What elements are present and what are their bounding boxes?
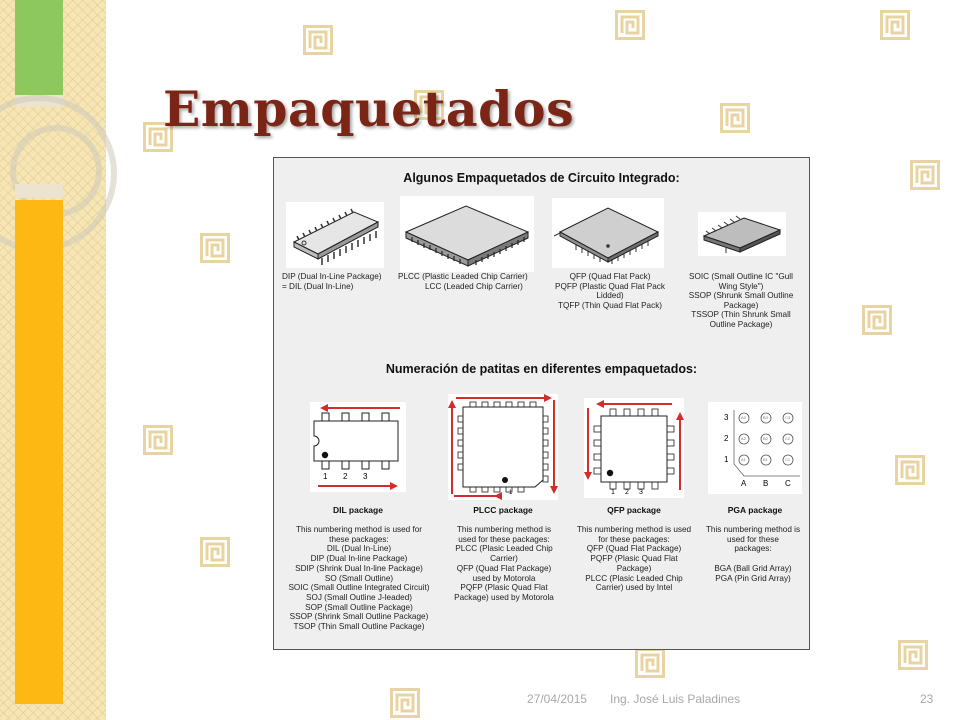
description-line: SDIP (Shrink Dual In-line Package) bbox=[295, 563, 423, 573]
grid-cell-label: B2 bbox=[763, 436, 768, 441]
greek-key-icon bbox=[615, 10, 645, 40]
packages-heading: Algunos Empaquetados de Circuito Integrado: bbox=[403, 171, 680, 185]
description-line: Package) bbox=[616, 563, 652, 573]
decorative-sidebar bbox=[0, 0, 106, 720]
qfp-numbering-diagram bbox=[584, 398, 684, 498]
caption-line: Outline Package) bbox=[709, 319, 773, 329]
plcc-package-title: PLCC package bbox=[473, 505, 533, 515]
dil-numbering-diagram bbox=[310, 402, 406, 492]
dil-description bbox=[278, 525, 440, 632]
greek-key-icon bbox=[898, 640, 928, 670]
description-line: SOJ (Small Outline J-leaded) bbox=[305, 592, 413, 602]
pin-label: 1 bbox=[611, 489, 615, 496]
description-line: DIL (Dual In-Line) bbox=[326, 544, 392, 554]
description-line: This numbering method is used bbox=[576, 525, 692, 534]
description-line: PLCC (Plasic Leaded Chip bbox=[585, 573, 683, 583]
caption-line: QFP (Quad Flat Pack) bbox=[569, 272, 651, 281]
description-line: packages: bbox=[734, 544, 772, 554]
pin-label: 1 bbox=[509, 490, 513, 496]
col-label: B bbox=[763, 479, 769, 488]
description-line: SOIC (Small Outline Integrated Circuit) bbox=[288, 583, 430, 593]
plcc-numbering-diagram bbox=[448, 394, 558, 500]
description-line: used for these packages: bbox=[458, 534, 550, 544]
qfp-package-title: QFP package bbox=[607, 505, 661, 515]
qfp-description bbox=[570, 525, 698, 593]
description-line: This numbering method is bbox=[705, 525, 801, 534]
greek-key-icon bbox=[390, 688, 420, 718]
greek-key-icon bbox=[303, 25, 333, 55]
grid-cell-label: C2 bbox=[785, 436, 791, 441]
description-line: SOP (Small Outline Package) bbox=[305, 602, 413, 612]
soic-package-image bbox=[698, 212, 786, 256]
description-line: used for these bbox=[727, 534, 779, 544]
description-line: these packages: bbox=[329, 534, 389, 544]
numbering-heading: Numeración de patitas en diferentes empaquetados: bbox=[385, 362, 698, 376]
dip-caption bbox=[282, 272, 382, 291]
greek-key-icon bbox=[200, 233, 230, 263]
orange-accent-bar bbox=[15, 200, 63, 704]
description-line bbox=[700, 554, 806, 564]
row-label: 1 bbox=[724, 455, 729, 464]
green-accent-bar bbox=[15, 0, 63, 95]
greek-key-icon bbox=[895, 455, 925, 485]
grid-cell-label: C3 bbox=[785, 415, 791, 420]
soic-caption bbox=[682, 272, 800, 330]
grid-cell-label: B3 bbox=[763, 415, 768, 420]
caption-line: PQFP (Plastic Quad Flat Pack bbox=[555, 281, 665, 291]
greek-key-icon bbox=[635, 648, 665, 678]
pin-label: 3 bbox=[363, 472, 368, 481]
description-line: DIP (Dual In-line Package) bbox=[310, 554, 408, 564]
plcc-caption bbox=[398, 272, 528, 291]
qfp-package-image bbox=[552, 198, 664, 268]
description-line: SSOP (Shrink Small Outline Package) bbox=[289, 612, 429, 622]
dil-package-title: DIL package bbox=[333, 505, 383, 515]
footer-date: 27/04/2015 bbox=[527, 692, 588, 706]
description-line: PGA (Pin Grid Array) bbox=[715, 573, 791, 583]
greek-key-icon bbox=[200, 537, 230, 567]
description-line: QFP (Quad Flat Package) bbox=[586, 544, 682, 554]
description-line: SO (Small Outline) bbox=[324, 573, 394, 583]
description-line: PQFP (Plasic Quad Flat bbox=[460, 583, 548, 593]
grid-cell-label: A3 bbox=[741, 415, 746, 420]
pin-label: 1 bbox=[323, 472, 328, 481]
pga-package-title: PGA package bbox=[727, 505, 783, 515]
pin-label: 3 bbox=[639, 489, 643, 496]
description-line: BGA (Ball Grid Array) bbox=[714, 563, 792, 573]
pin-label: 2 bbox=[343, 472, 348, 481]
pga-description bbox=[700, 525, 806, 583]
greek-key-icon bbox=[720, 103, 750, 133]
grid-cell-label: A1 bbox=[741, 457, 746, 462]
caption-line: Package) bbox=[723, 300, 759, 310]
caption-line: SSOP (Shrunk Small Outline bbox=[688, 291, 794, 301]
description-line: QFP (Quad Flat Package) bbox=[456, 563, 552, 573]
description-line: Package) used by Motorola bbox=[454, 592, 554, 602]
description-line: Carrier) used by Intel bbox=[595, 583, 673, 593]
description-line: TSOP (Thin Small Outline Package) bbox=[293, 622, 425, 632]
row-label: 3 bbox=[724, 413, 729, 422]
sidebar-band bbox=[15, 184, 63, 198]
footer-page-number: 23 bbox=[920, 692, 934, 706]
greek-key-icon bbox=[880, 10, 910, 40]
description-line: PLCC (Plasic Leaded Chip bbox=[455, 544, 553, 554]
pga-numbering-diagram bbox=[708, 402, 802, 494]
caption-line: = DIL (Dual In-Line) bbox=[282, 281, 354, 291]
caption-line: TQFP (Thin Quad Flat Pack) bbox=[557, 300, 663, 310]
plcc-package-image bbox=[400, 196, 534, 272]
description-line: PQFP (Plasic Quad Flat bbox=[590, 554, 678, 564]
description-line: used by Motorola bbox=[472, 573, 536, 583]
caption-line: DIP (Dual In-Line Package) bbox=[282, 272, 382, 281]
plcc-description bbox=[444, 525, 564, 603]
description-line: for these packages: bbox=[598, 534, 670, 544]
description-line: Carrier) bbox=[490, 554, 518, 564]
greek-key-icon bbox=[143, 425, 173, 455]
caption-line: TSSOP (Thin Shrunk Small bbox=[691, 310, 791, 320]
grid-cell-label: B1 bbox=[763, 457, 768, 462]
caption-line: Lidded) bbox=[596, 291, 624, 301]
footer-author: Ing. José Luis Paladines bbox=[610, 692, 741, 706]
description-line: This numbering method is used for bbox=[295, 525, 423, 534]
caption-line: PLCC (Plastic Leaded Chip Carrier) bbox=[398, 272, 528, 281]
caption-line: SOIC (Small Outline IC "Gull bbox=[689, 272, 793, 281]
description-line: This numbering method is bbox=[456, 525, 552, 534]
pin-label: 2 bbox=[625, 489, 629, 496]
grid-cell-label: C1 bbox=[785, 457, 791, 462]
qfp-caption bbox=[550, 272, 670, 310]
greek-key-icon bbox=[910, 160, 940, 190]
ic-packages-figure bbox=[273, 157, 810, 650]
grid-cell-label: A2 bbox=[741, 436, 746, 441]
dip-package-image bbox=[286, 202, 384, 268]
col-label: A bbox=[741, 479, 747, 488]
caption-line: Wing Style") bbox=[718, 281, 764, 291]
greek-key-icon bbox=[862, 305, 892, 335]
col-label: C bbox=[785, 479, 791, 488]
caption-line: LCC (Leaded Chip Carrier) bbox=[425, 281, 523, 291]
slide-title: Empaquetados bbox=[163, 80, 575, 138]
row-label: 2 bbox=[724, 434, 729, 443]
